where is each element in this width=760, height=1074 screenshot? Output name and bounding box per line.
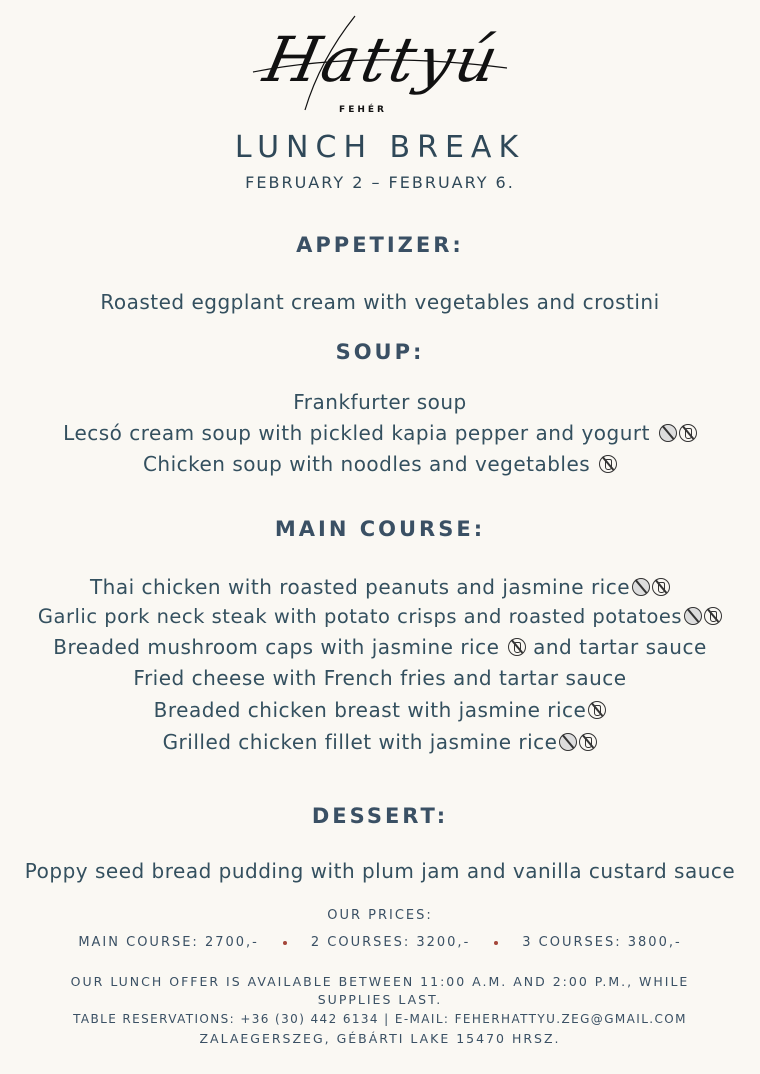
main-course-item-name-rest: and tartar sauce	[533, 635, 707, 659]
main-course-item	[0, 605, 760, 628]
logo-subtitle: FEHÉR	[339, 105, 387, 115]
page-title: LUNCH BREAK	[234, 130, 526, 165]
gluten-free-icon	[559, 733, 577, 751]
dessert-item: Poppy seed bread pudding with plum jam and vanilla custard sauce	[24, 859, 736, 883]
address: ZALAEGERSZEG, GÉBÁRTI LAKE 15470 HRSZ.	[199, 1031, 561, 1046]
lactose-free-icon	[704, 607, 722, 625]
main-course-item	[0, 730, 760, 754]
lactose-free-icon	[508, 638, 526, 656]
restaurant-logo	[245, 10, 520, 128]
reservation-info: TABLE RESERVATIONS: +36 (30) 442 6134 | E-MAIL: FEHERHATTYU.ZEG@GMAIL.COM	[73, 1012, 687, 1026]
price-three-courses: 3 COURSES: 3800,-	[522, 935, 682, 950]
separator-dot	[494, 941, 498, 945]
price-two-courses: 2 COURSES: 3200,-	[310, 935, 471, 950]
appetizer-heading: APPETIZER:	[296, 233, 464, 257]
soup-item-name: Chicken soup with noodles and vegetables	[142, 452, 591, 476]
main-course-heading: MAIN COURSE:	[274, 517, 486, 541]
appetizer-item: Roasted eggplant cream with vegetables and crostini	[100, 290, 660, 314]
soup-item-name: Frankfurter soup	[293, 390, 467, 414]
gluten-free-icon	[632, 578, 650, 596]
main-course-item-name: Fried cheese with French fries and tartar sauce	[133, 666, 627, 690]
soup-item-name: Lecsó cream soup with pickled kapia pepper and yogurt	[63, 421, 650, 445]
soup-item	[0, 421, 760, 445]
availability-line: SUPPLIES LAST.	[317, 992, 443, 1007]
lactose-free-icon	[679, 424, 697, 442]
price-main-course: MAIN COURSE: 2700,-	[78, 935, 259, 950]
main-course-item-name: Breaded chicken breast with jasmine rice	[153, 698, 587, 722]
main-course-item	[0, 666, 760, 690]
main-course-item	[0, 698, 760, 722]
main-course-item-name: Thai chicken with roasted peanuts and jasmine rice	[89, 575, 631, 599]
gluten-free-icon	[659, 424, 677, 442]
menu-dates: FEBRUARY 2 – FEBRUARY 6.	[245, 173, 515, 192]
main-course-item-name: Grilled chicken fillet with jasmine rice	[162, 730, 558, 754]
gluten-free-icon	[684, 607, 702, 625]
dessert-heading: DESSERT:	[311, 804, 449, 828]
lactose-free-icon	[579, 733, 597, 751]
prices-heading: OUR PRICES:	[327, 908, 433, 923]
lactose-free-icon	[599, 455, 617, 473]
lactose-free-icon	[588, 701, 606, 719]
main-course-item-name: Garlic pork neck steak with potato crisps and roasted potatoes	[37, 605, 683, 628]
soup-item	[0, 390, 760, 414]
separator-dot	[283, 941, 287, 945]
main-course-item	[0, 575, 760, 599]
price-list	[0, 935, 760, 950]
lactose-free-icon	[652, 578, 670, 596]
soup-heading: SOUP:	[335, 340, 425, 364]
soup-item	[0, 452, 760, 476]
availability-line: OUR LUNCH OFFER IS AVAILABLE BETWEEN 11:00 A.M. AND 2:00 P.M., WHILE	[70, 974, 690, 989]
logo-script-text: Hattyú	[257, 23, 508, 96]
main-course-item-name: Breaded mushroom caps with jasmine rice	[53, 635, 500, 659]
main-course-item	[0, 635, 760, 659]
